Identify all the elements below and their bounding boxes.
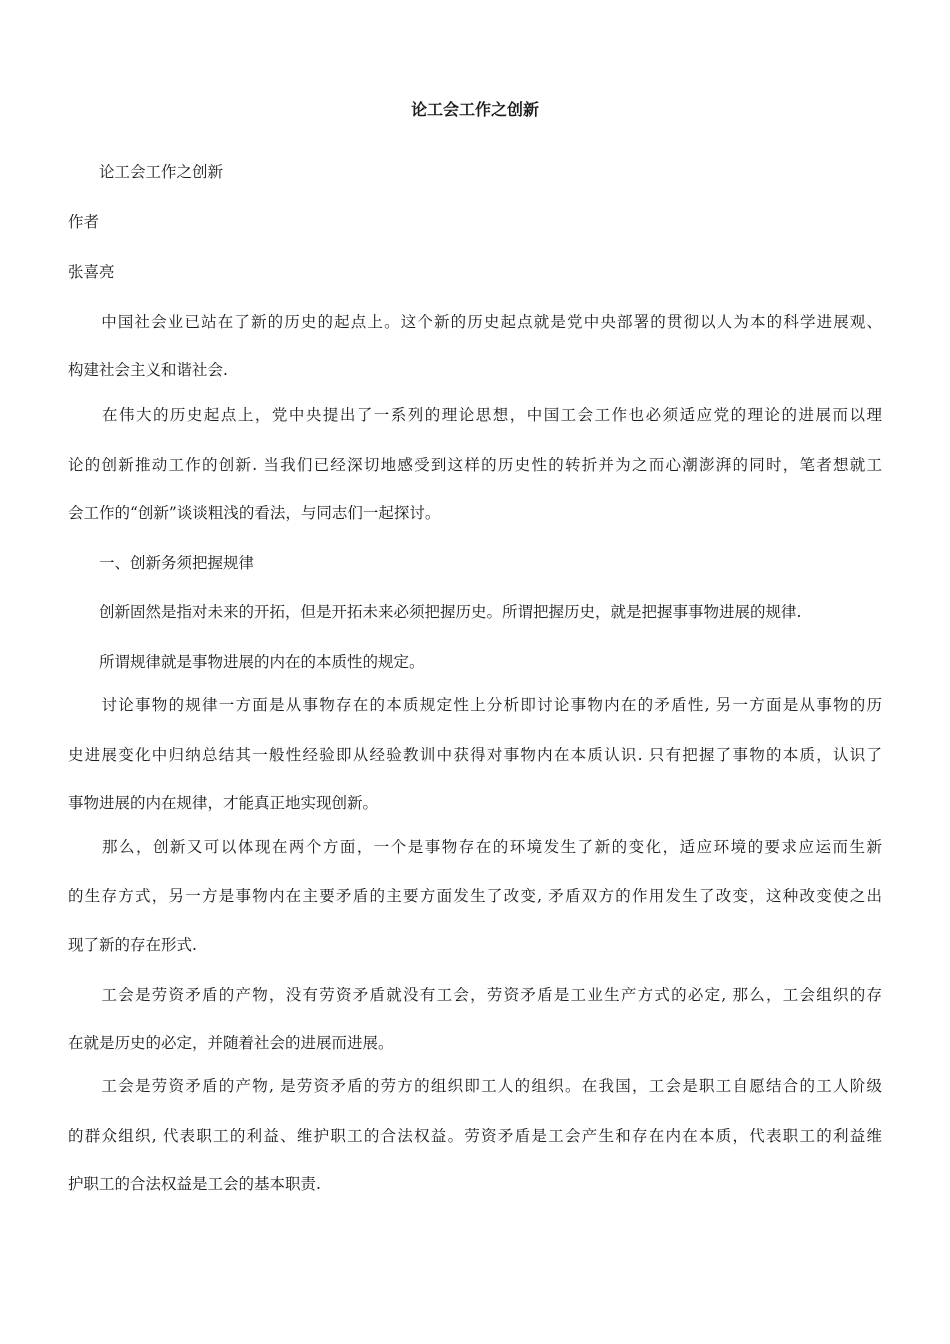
- paragraph-1-line-2: 构建社会主义和谐社会.: [68, 361, 228, 379]
- paragraph-5-line-3: 事物进展的内在规律，才能真正地实现创新。: [68, 794, 379, 812]
- paragraph-2-line-2: 论的创新推动工作的创新. 当我们已经深切地感受到这样的历史性的转折并为之而心潮澎湃的同时，笔者想就工: [68, 456, 882, 474]
- paragraph-7-line-1: 工会是劳资矛盾的产物，没有劳资矛盾就没有工会，劳资矛盾是工业生产方式的必定, 那么，工会组织的存: [68, 986, 882, 1004]
- author-name: 张喜亮: [68, 263, 115, 281]
- section-heading-1: 一、创新务须把握规律: [68, 554, 255, 572]
- paragraph-5-line-1: 讨论事物的规律一方面是从事物存在的本质规定性上分析即讨论事物内在的矛盾性, 另一方面是从事物的历: [68, 696, 882, 714]
- paragraph-4-line-1: 所谓规律就是事物进展的内在的本质性的规定。: [68, 653, 425, 671]
- paragraph-8-line-1: 工会是劳资矛盾的产物, 是劳资矛盾的劳方的组织即工人的组织。在我国，工会是职工自愿结合的工人阶级: [68, 1077, 882, 1095]
- paragraph-2-line-3: 会工作的“创新”谈谈粗浅的看法，与同志们一起探讨。: [68, 504, 441, 522]
- author-label: 作者: [68, 213, 100, 231]
- paragraph-8-line-2: 的群众组织, 代表职工的利益、维护职工的合法权益。劳资矛盾是工会产生和存在内在本质，代表职工的利益维: [68, 1127, 882, 1145]
- paragraph-6-line-3: 现了新的存在形式.: [68, 936, 197, 954]
- paragraph-6-line-1: 那么，创新又可以体现在两个方面，一个是事物存在的环境发生了新的变化，适应环境的要求应运而生新: [68, 838, 882, 856]
- paragraph-8-line-3: 护职工的合法权益是工会的基本职责.: [68, 1175, 321, 1193]
- document-title: 论工会工作之创新: [410, 100, 539, 119]
- subtitle-text: 论工会工作之创新: [99, 163, 224, 181]
- subtitle: [68, 160, 223, 184]
- paragraph-2-line-1: 在伟大的历史起点上，党中央提出了一系列的理论思想，中国工会工作也必须适应党的理论的进展而以理: [68, 406, 882, 424]
- paragraph-7-line-2: 在就是历史的必定，并随着社会的进展而进展。: [68, 1034, 394, 1052]
- paragraph-6-line-2: 的生存方式，另一方是事物内在主要矛盾的主要方面发生了改变, 矛盾双方的作用发生了改变，这种改变使之出: [68, 887, 882, 905]
- paragraph-5-line-2: 史进展变化中归纳总结其一般性经验即从经验教训中获得对事物内在本质认识. 只有把握了事物的本质，认识了: [68, 746, 882, 764]
- paragraph-3-line-1: 创新固然是指对未来的开拓，但是开拓未来必须把握历史。所谓把握历史，就是把握事事物进展的规律.: [68, 603, 802, 621]
- paragraph-1-line-1: 中国社会业已站在了新的历史的起点上。这个新的历史起点就是党中央部署的贯彻以人为本的科学进展观、: [68, 313, 882, 331]
